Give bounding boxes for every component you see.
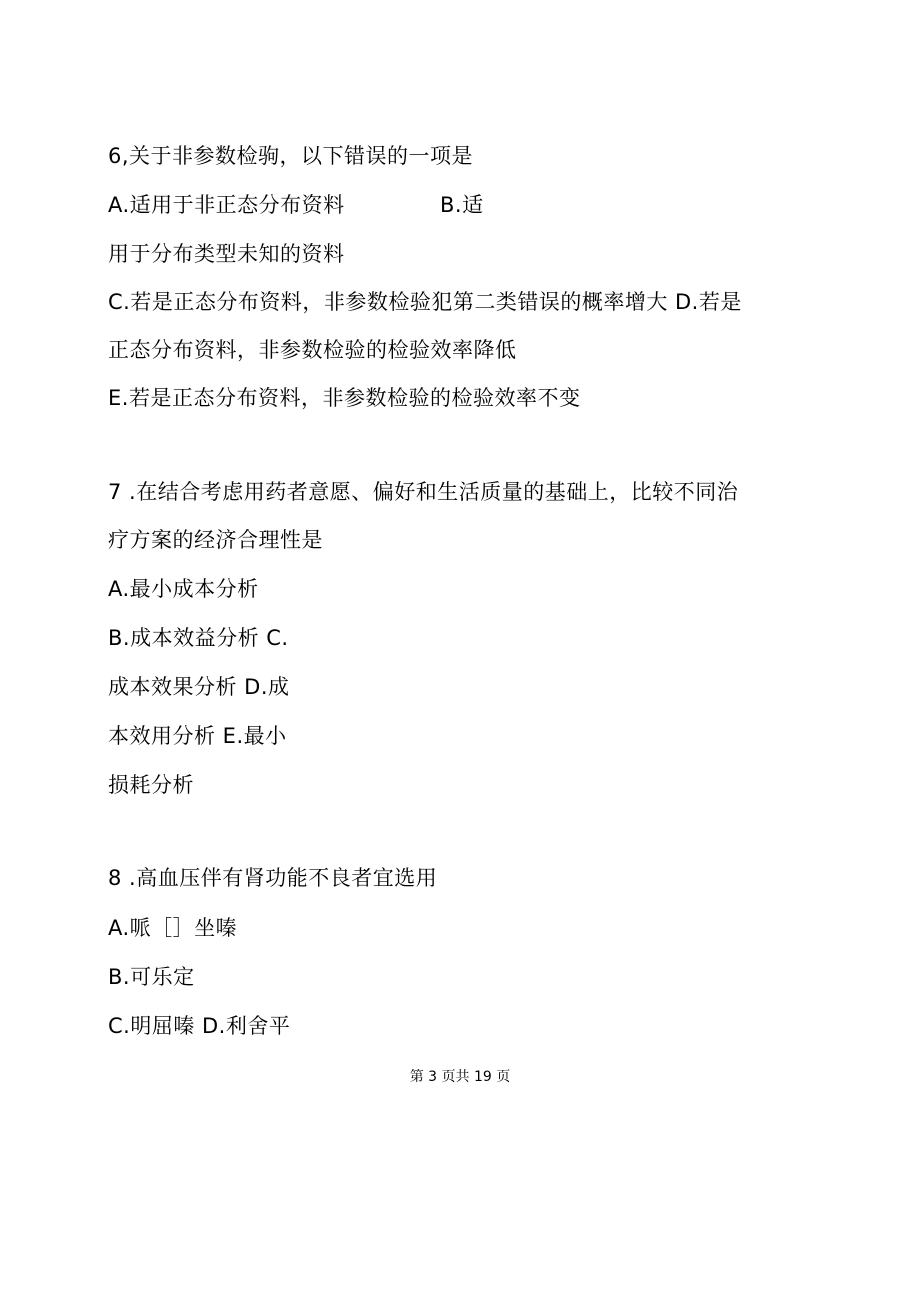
question-6-option-row bbox=[108, 191, 808, 219]
question-8-option-a: A.哌［］坐嗪 bbox=[108, 916, 238, 940]
question-6-option-a: A.适用于非正态分布资料 bbox=[108, 193, 345, 217]
question-6-option-d-cont: 正态分布资料，非参数检验的检验效率降低 bbox=[108, 338, 517, 362]
question-7-option-b: B.成本效益分析 C. bbox=[108, 626, 289, 650]
question-7-option-a: A.最小成本分析 bbox=[108, 577, 259, 601]
question-6-option-e: E.若是正态分布资料，非参数检验的检验效率不变 bbox=[108, 386, 581, 410]
question-6-option-b-start: B.适 bbox=[440, 193, 484, 217]
question-7-stem-line-1: 7 .在结合考虑用药者意愿、偏好和生活质量的基础上，比较不同治 bbox=[108, 480, 739, 504]
question-6-option-c: C.若是正态分布资料，非参数检验犯第二类错误的概率增大 D.若是 bbox=[108, 290, 742, 314]
question-6-stem: 6,关于非参数检驹，以下错误的一项是 bbox=[108, 144, 474, 168]
question-7-option-d: 本效用分析 E.最小 bbox=[108, 724, 287, 748]
question-8-option-b: B.可乐定 bbox=[108, 965, 195, 989]
question-7-stem-line-2: 疗方案的经济合理性是 bbox=[108, 528, 323, 552]
question-7-option-c: 成本效果分析 D.成 bbox=[108, 675, 290, 699]
page-number-footer: 第 3 页共 19 页 bbox=[409, 1069, 511, 1085]
question-7-option-e: 损耗分析 bbox=[108, 773, 194, 797]
question-8-stem: 8 .高血压伴有肾功能不良者宜选用 bbox=[108, 866, 438, 890]
question-6-option-b-cont: 用于分布类型未知的资料 bbox=[108, 242, 345, 266]
question-8-option-c-d: C.明屈嗪 D.利舍平 bbox=[108, 1014, 291, 1038]
